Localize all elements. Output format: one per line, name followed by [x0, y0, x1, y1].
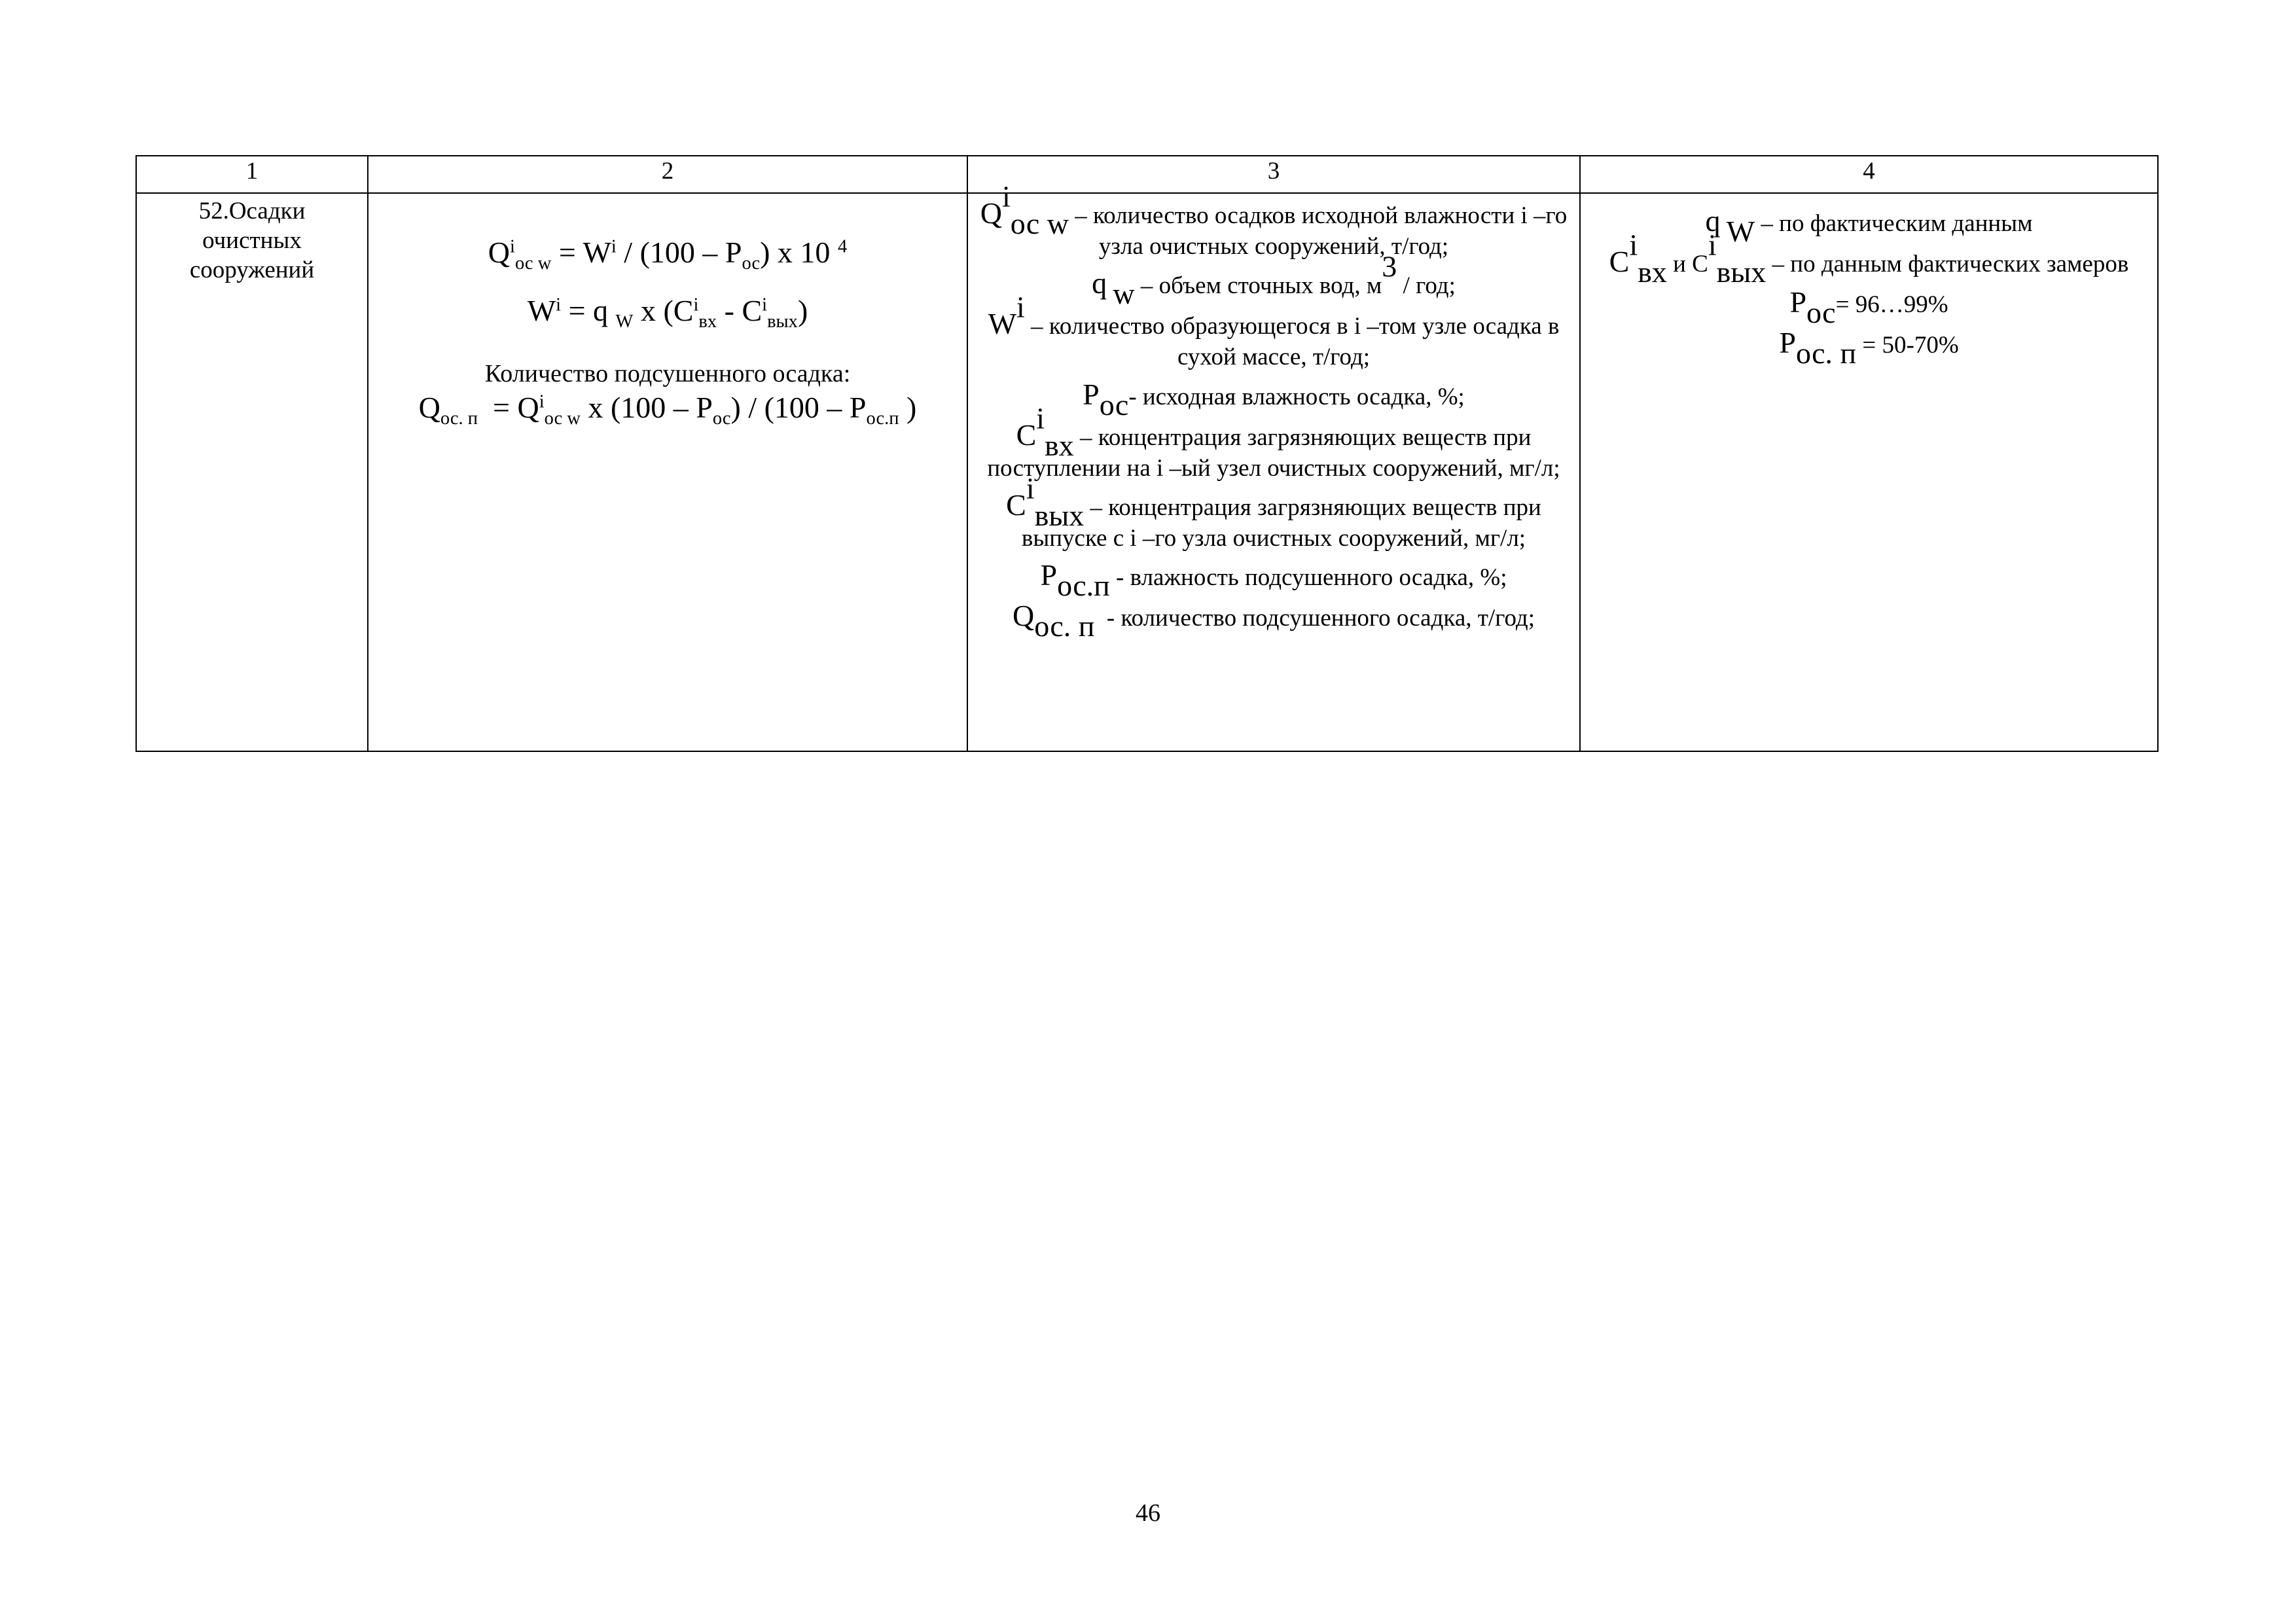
page-number: 46: [1136, 1499, 1160, 1527]
definition-item: $Р_{ос}-$ исходная влажность осадка, %;: [1083, 377, 1465, 421]
header-col-2: 2: [368, 156, 967, 193]
note-item: $Р_{ос}=$ 96…99%: [1789, 285, 1948, 330]
table-row: [136, 193, 2158, 751]
header-row: [136, 156, 2158, 193]
definition-item: $Q_{ос. п}$ - количество подсушенного осадка, т/год;: [1012, 599, 1535, 643]
cell-definitions: [967, 179, 1580, 751]
note-item: q $_W$ – по фактическим данным: [1705, 204, 2033, 249]
cell-notes: [1580, 193, 2158, 751]
formula-qoc-p: $Q_{ос. п} = Q^i_{ос w}$ х $(100 - Р_{ос}) / (100 - Р_{ос.п}$ ): [418, 390, 917, 429]
note-item: $Р_{ос. п} = 50-70\%$: [1779, 326, 1959, 370]
header-col-4: 4: [1580, 156, 2158, 193]
formula-w: $W^i = q$ $_W$ x $(C^i_{вх} - C^i_{вых})$: [527, 294, 808, 332]
header-col-1: 1: [136, 156, 368, 193]
formula-qoc-w: $Q^i_{ос w} = W^i / (100 - Р_{ос})$ х 10 $^4$: [488, 236, 848, 274]
cell-source-name: [136, 193, 368, 751]
source-name-line: 52.Осадки: [198, 198, 306, 224]
cell-formulas: [368, 193, 967, 751]
source-name-line: очистных: [202, 227, 302, 255]
definition-item: q $_w$ – объем сточных вод, $м^3$ / год;: [1092, 249, 1456, 311]
norms-table: [135, 155, 2159, 752]
definition-item: $Р_{ос.п}$ - влажность подсушенного осадка, %;: [1040, 558, 1507, 603]
definition-item: $C^i_{вых}$ – концентрация загрязняющих веществ при выпуске с i –го узла очистных сооружений, мг/л;: [1006, 471, 1541, 552]
header-col-3: 3: [967, 156, 1580, 193]
note-item: $C^i_{вх}$ и $C^i_{вых}$ – по данным фактических замеров: [1609, 228, 2129, 289]
formula-caption: Количество подсушенного осадка:: [484, 360, 851, 388]
definition-item: $Q^i_{ос w}$ – количество осадков исходной влажности i –го узла очистных сооружений, т/год;: [980, 179, 1568, 260]
source-name-line: сооружений: [189, 257, 315, 284]
definition-item: $W^i$ – количество образующегося в i –том узле осадка в сухой массе, т/год;: [988, 291, 1560, 371]
definition-item: $C^i_{вх}$ – концентрация загрязняющих веществ при поступлении на i –ый узел очистных сооружений, мг/л;: [987, 401, 1560, 482]
